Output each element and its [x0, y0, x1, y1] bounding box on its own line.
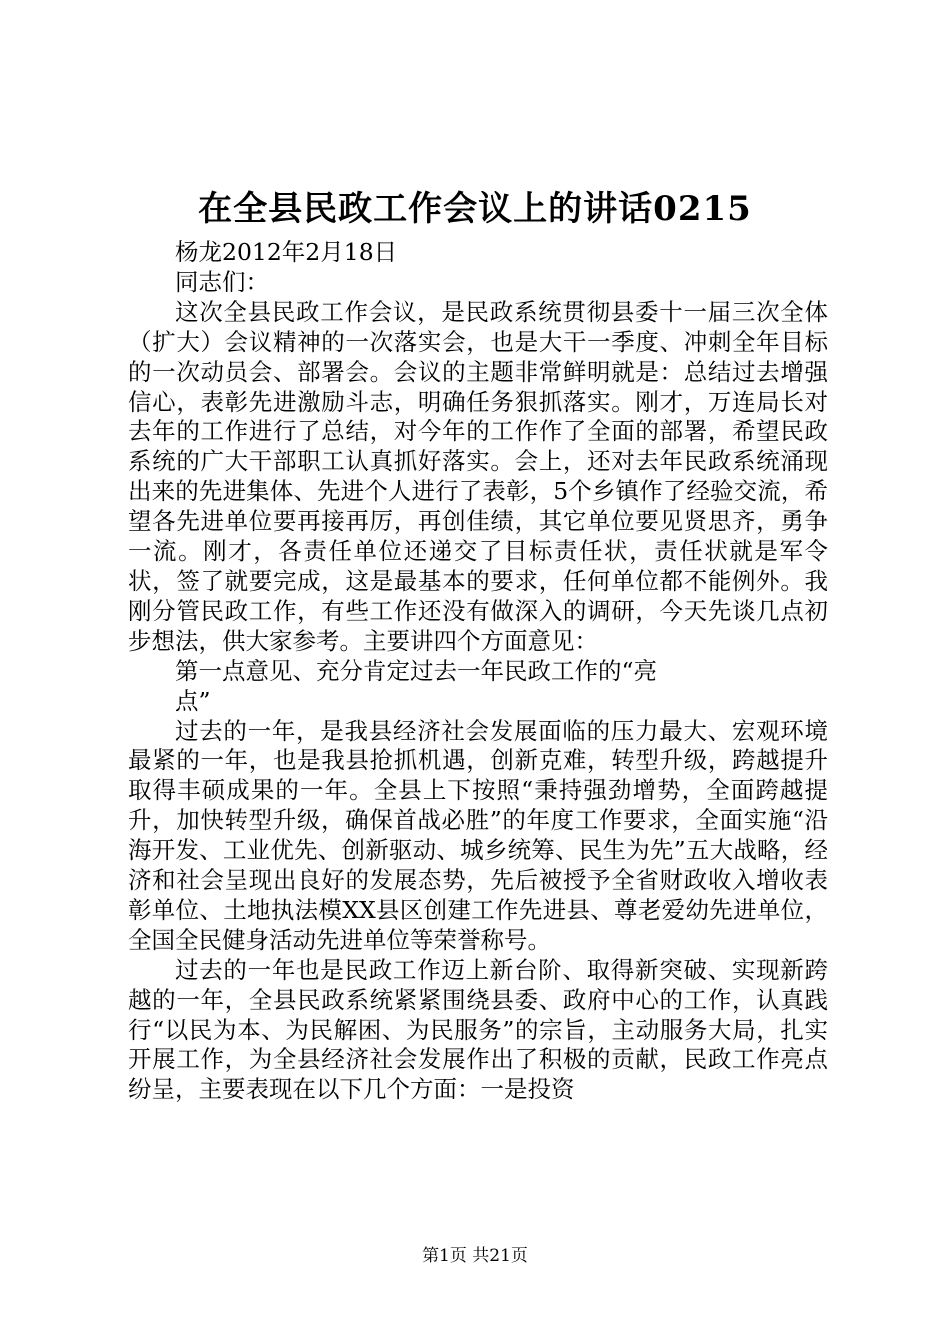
paragraph-intro: 这次全县民政工作会议，是民政系统贯彻县委十一届三次全体（扩大）会议精神的一次落实会，也是大干一季度、冲刺全年目标的一次动员会、部署会。会议的主题非常鲜明就是：总结过去增强信心，表彰先进激励斗志，明确任务狠抓落实。刚才，万连局长对去年的工作进行了总结，对今年的工作作了全面的部署，希望民政系统的广大干部职工认真抓好落实。会上，还对去年民政系统涌现出来的先进集体、先进个人进行了表彰，5个乡镇作了经验交流，希望各先进单位要再接再厉，再创佳绩，其它单位要见贤思齐，勇争一流。刚才，各责任单位还递交了目标责任状，责任状就是军令状，签了就要完成，这是最基本的要求，任何单位都不能例外。我刚分管民政工作，有些工作还没有做深入的调研，今天先谈几点初步想法，供大家参考。主要讲四个方面意见：: [128, 297, 828, 655]
paragraph-past-year: 过去的一年，是我县经济社会发展面临的压力最大、宏观环境最紧的一年，也是我县抢抓机遇，创新克难，转型升级，跨越提升取得丰硕成果的一年。全县上下按照“秉持强劲增势，全面跨越提升，加快转型升级，确保首战必胜”的年度工作要求，全面实施“沿海开发、工业优先、创新驱动、城乡统筹、民生为先”五大战略，经济和社会呈现出良好的发展态势，先后被授予全省财政收入增收表彰单位、土地执法模XX县区创建工作先进县、尊老爱幼先进单位，全国全民健身活动先进单位等荣誉称号。: [128, 716, 828, 954]
document-body: [128, 238, 828, 1105]
section-heading-1: 第一点意见、充分肯定过去一年民政工作的“亮: [175, 656, 658, 685]
byline: 杨龙2012年2月18日: [175, 238, 398, 266]
paragraph-civil-affairs: 过去的一年也是民政工作迈上新台阶、取得新突破、实现新跨越的一年，全县民政系统紧紧围绕县委、政府中心的工作，认真践行“以民为本、为民解困、为民服务”的宗旨，主动服务大局，扎实开展工作，为全县经济社会发展作出了积极的贡献，民政工作亮点纷呈，主要表现在以下几个方面：一是投资: [128, 955, 828, 1104]
document-title: 在全县民政工作会议上的讲话0215: [198, 189, 752, 229]
salutation: 同志们：: [175, 267, 269, 296]
section-heading-1-continued: 点”: [175, 686, 211, 715]
page-footer: 第1页 共21页: [422, 1246, 528, 1266]
